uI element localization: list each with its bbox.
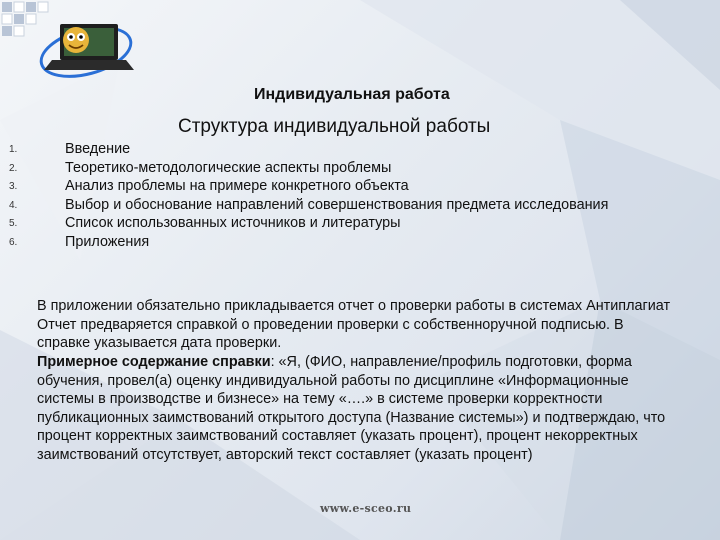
list-item-text: Приложения [65,233,150,250]
list-item [0,177,700,196]
list-item [0,214,700,233]
main-title: Структура индивидуальной работы [178,116,491,137]
list-item-text: Анализ проблемы на примере конкретного объекта [65,178,409,194]
list-item [0,233,700,252]
list-item-text: Введение [65,141,131,157]
list-item [0,140,700,159]
list-number: 3. [9,181,18,192]
list-number: 5. [9,218,18,229]
footer-url: www.e-sceo.ru [320,502,412,515]
list-item-text: Список использованных источников и литературы [65,215,401,231]
list-item-text: Теоретико-методологические аспекты проблемы [65,159,392,176]
certificate-label: Примерное содержание справки [37,354,271,370]
certificate-content-paragraph [37,353,677,464]
list-number: 1. [9,144,18,155]
list-number: 2. [9,162,18,174]
list-number: 4. [9,199,18,211]
list-number: 6. [9,236,18,248]
list-item [0,196,700,215]
certificate-text: : «Я, (ФИО, направление/профиль подготовки, форма обучения, провел(а) оценку индивидуальной работы по дисциплине «Информационные системы в производстве и бизнесе» на тему «….» в системе проверки корректности публикационных заимствований открытого доступа (Название системы») и подтверждаю, что процент корректных заимствований составляет (указать процент), процент некорректных заимствований отсутствует, авторский текст составляет (указать процент) [37,354,666,463]
plagiarism-report-paragraph: В приложении обязательно прикладывается отчет о проверки работы в системах Антиплагиат Отчет предваряется справкой о проведении проверки с собственноручной подписью. В справке указывается дата проверки. [37,298,671,351]
list-item-text: Выбор и обоснование направлений совершенствования предмета исследования [65,196,609,213]
list-item [0,159,700,178]
section-title: Индивидуальная работа [254,86,450,103]
structure-list [0,140,700,251]
